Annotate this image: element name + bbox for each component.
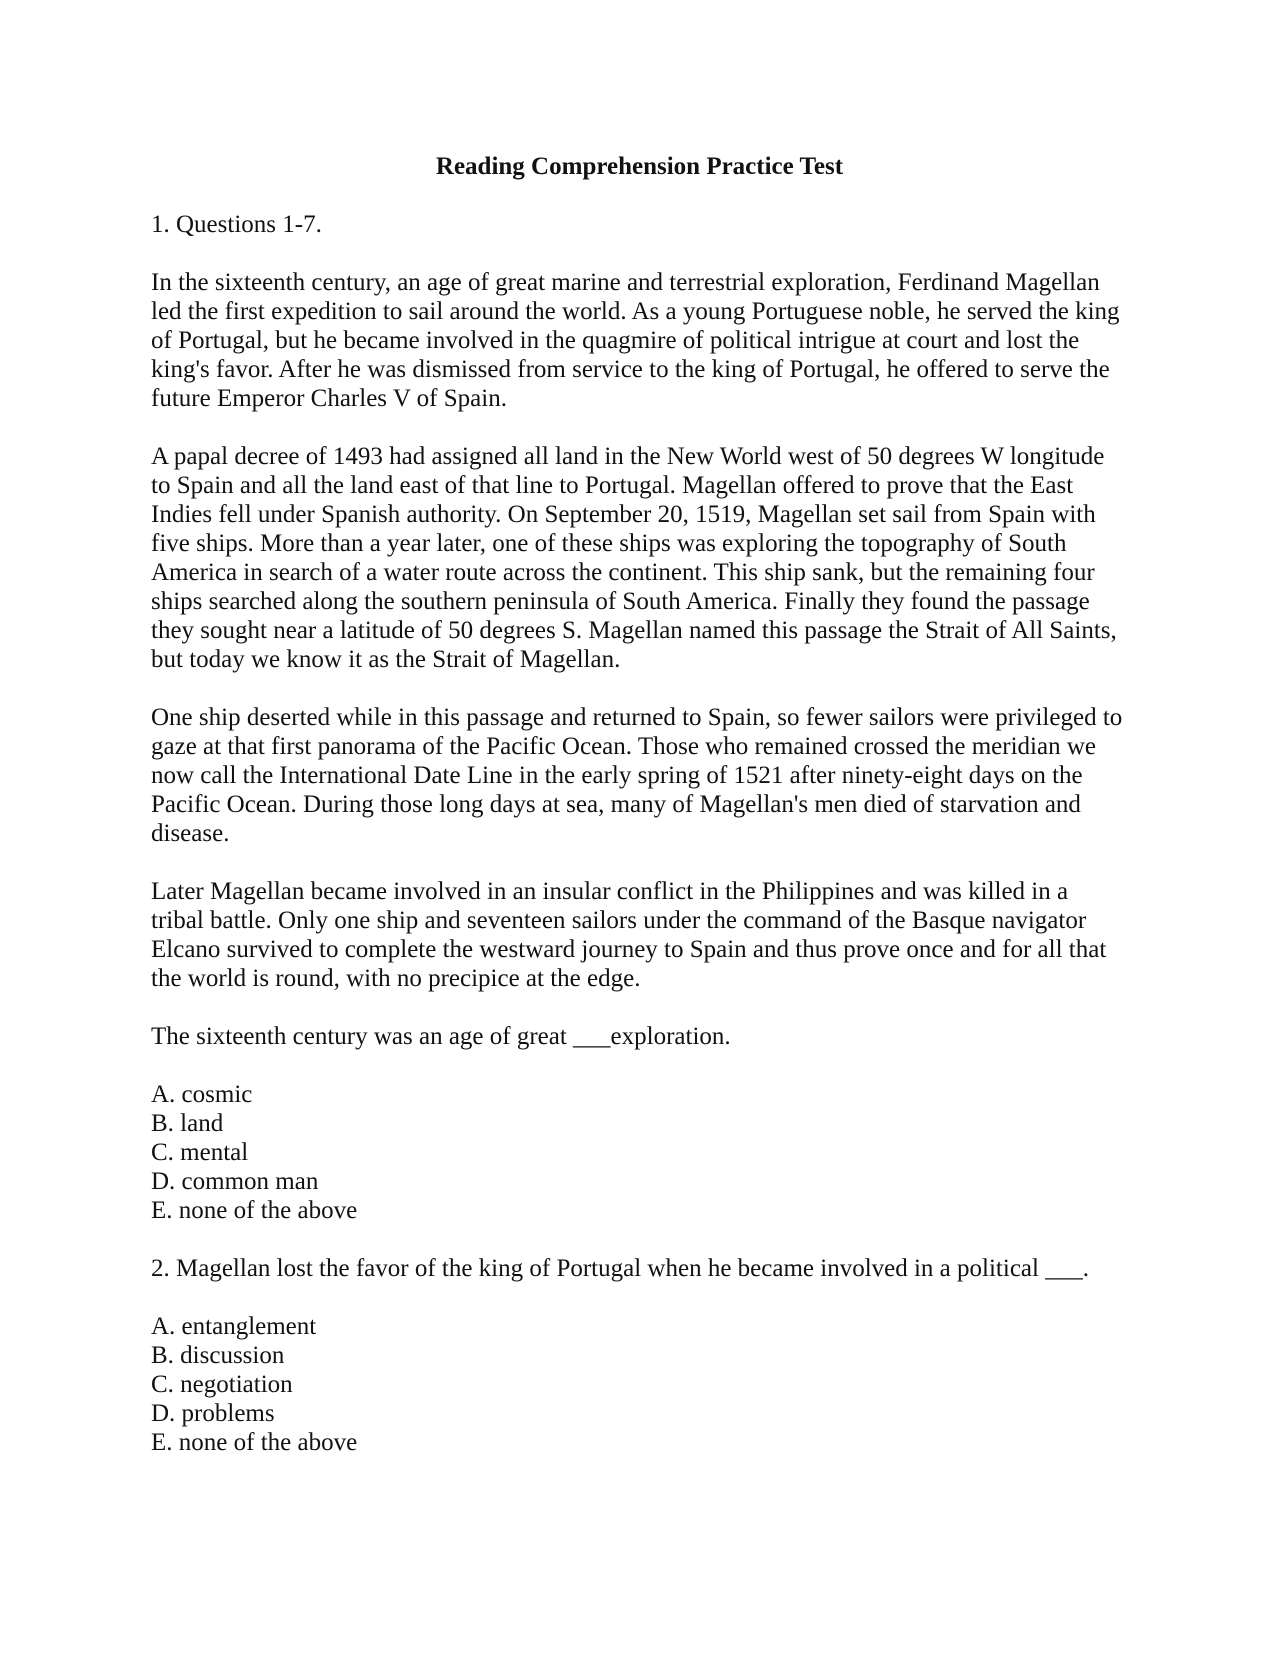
text-line: but today we know it as the Strait of Magellan. (151, 646, 621, 673)
answer-options (151, 1080, 1141, 1225)
text-line: Later Magellan became involved in an insular conflict in the Philippines and was killed in a (151, 878, 1069, 905)
section-heading: 1. Questions 1-7. (151, 211, 322, 238)
answer-option: B. land (151, 1110, 224, 1137)
text-line: A papal decree of 1493 had assigned all land in the New World west of 50 degrees W longitude (151, 443, 1105, 470)
text-line: king's favor. After he was dismissed from service to the king of Portugal, he offered to serve the (151, 356, 1110, 383)
answer-option: C. mental (151, 1139, 249, 1166)
text-line: five ships. More than a year later, one of these ships was exploring the topography of South (151, 530, 1067, 557)
text-line: ships searched along the southern peninsula of South America. Finally they found the passage (151, 588, 1090, 615)
answer-option: D. common man (151, 1168, 319, 1195)
answer-options (151, 1312, 1141, 1457)
text-line: disease. (151, 820, 230, 847)
text-line: In the sixteenth century, an age of great marine and terrestrial exploration, Ferdinand Magellan (151, 269, 1100, 296)
answer-option: A. entanglement (151, 1313, 317, 1340)
text-line: now call the International Date Line in the early spring of 1521 after ninety-eight days on the (151, 762, 1083, 789)
answer-option: C. negotiation (151, 1371, 293, 1398)
question-prompt: The sixteenth century was an age of great ___exploration. (151, 1023, 731, 1050)
passage-paragraph (151, 703, 1141, 848)
passage (151, 268, 1141, 993)
text-line: tribal battle. Only one ship and seventeen sailors under the command of the Basque navigator (151, 907, 1087, 934)
text-line: America in search of a water route across the continent. This ship sank, but the remaining four (151, 559, 1095, 586)
text-line: One ship deserted while in this passage and returned to Spain, so fewer sailors were privileged to (151, 704, 1123, 731)
answer-option: E. none of the above (151, 1197, 358, 1224)
text-line: Pacific Ocean. During those long days at sea, many of Magellan's men died of starvation and (151, 791, 1081, 818)
passage-paragraph (151, 268, 1141, 413)
document-page (151, 152, 1141, 1486)
passage-paragraph (151, 442, 1141, 674)
text-line: Elcano survived to complete the westward journey to Spain and thus prove once and for all that (151, 936, 1107, 963)
text-line: gaze at that first panorama of the Pacific Ocean. Those who remained crossed the meridian we (151, 733, 1096, 760)
answer-option: E. none of the above (151, 1429, 358, 1456)
text-line: of Portugal, but he became involved in the quagmire of political intrigue at court and lost the (151, 327, 1080, 354)
answer-option: A. cosmic (151, 1081, 253, 1108)
questions (151, 1022, 1141, 1457)
text-line: future Emperor Charles V of Spain. (151, 385, 507, 412)
answer-option: D. problems (151, 1400, 275, 1427)
question-prompt: 2. Magellan lost the favor of the king of Portugal when he became involved in a political ___. (151, 1255, 1089, 1282)
answer-option: B. discussion (151, 1342, 285, 1369)
page-title: Reading Comprehension Practice Test (435, 153, 844, 180)
text-line: Indies fell under Spanish authority. On September 20, 1519, Magellan set sail from Spain with (151, 501, 1096, 528)
text-line: they sought near a latitude of 50 degrees S. Magellan named this passage the Strait of All Saints, (151, 617, 1117, 644)
text-line: the world is round, with no precipice at the edge. (151, 965, 641, 992)
text-line: led the first expedition to sail around the world. As a young Portuguese noble, he served the king (151, 298, 1120, 325)
passage-paragraph (151, 877, 1141, 993)
text-line: to Spain and all the land east of that line to Portugal. Magellan offered to prove that the East (151, 472, 1074, 499)
